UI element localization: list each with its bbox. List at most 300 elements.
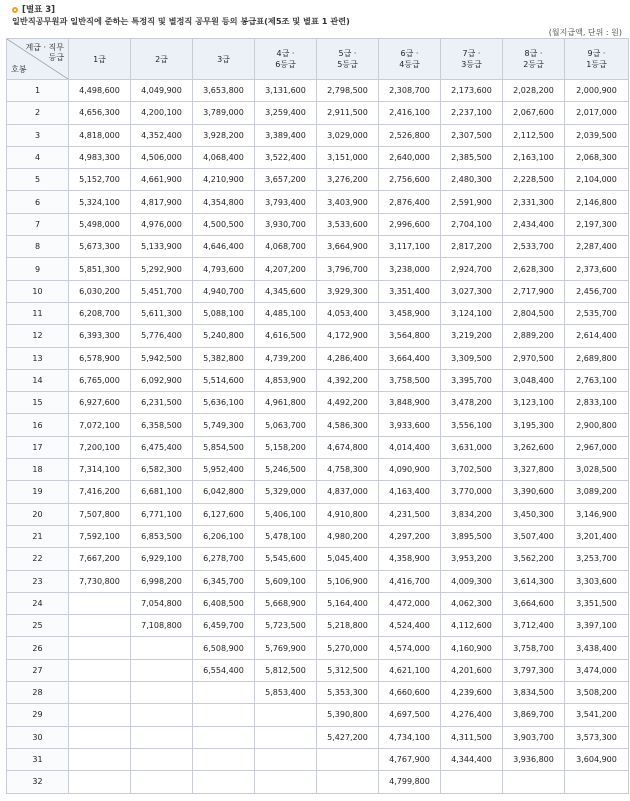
salary-cell: 3,048,400 — [503, 369, 565, 391]
salary-cell: 2,924,700 — [441, 258, 503, 280]
salary-cell: 4,976,000 — [131, 213, 193, 235]
salary-cell: 4,231,500 — [379, 503, 441, 525]
salary-cell — [131, 659, 193, 681]
salary-cell: 3,614,300 — [503, 570, 565, 592]
salary-cell: 3,397,100 — [565, 615, 629, 637]
salary-cell: 6,927,600 — [69, 392, 131, 414]
salary-cell: 4,112,600 — [441, 615, 503, 637]
salary-cell: 5,851,300 — [69, 258, 131, 280]
salary-cell: 4,646,400 — [193, 236, 255, 258]
salary-cell: 3,664,900 — [317, 236, 379, 258]
salary-cell: 6,206,100 — [193, 525, 255, 547]
salary-cell: 2,640,000 — [379, 146, 441, 168]
salary-cell: 2,237,100 — [441, 102, 503, 124]
header-row — [7, 39, 629, 80]
salary-cell: 4,297,200 — [379, 525, 441, 547]
salary-cell: 4,416,700 — [379, 570, 441, 592]
salary-cell: 2,480,300 — [441, 169, 503, 191]
salary-cell — [131, 748, 193, 770]
salary-cell: 2,876,400 — [379, 191, 441, 213]
step-cell: 28 — [7, 682, 69, 704]
salary-cell: 3,834,200 — [441, 503, 503, 525]
salary-cell: 5,164,400 — [317, 592, 379, 614]
salary-cell: 3,131,600 — [255, 80, 317, 102]
salary-cell: 4,068,400 — [193, 146, 255, 168]
salary-cell: 7,592,100 — [69, 525, 131, 547]
salary-cell: 3,929,300 — [317, 280, 379, 302]
table-row — [7, 481, 629, 503]
salary-cell — [69, 592, 131, 614]
bullet-circle-icon — [12, 7, 18, 13]
step-cell: 13 — [7, 347, 69, 369]
salary-cell: 4,524,400 — [379, 615, 441, 637]
salary-cell — [317, 771, 379, 793]
step-cell: 4 — [7, 146, 69, 168]
table-row — [7, 213, 629, 235]
salary-cell: 2,308,700 — [379, 80, 441, 102]
table-row — [7, 682, 629, 704]
table-row — [7, 637, 629, 659]
salary-cell: 2,717,900 — [503, 280, 565, 302]
salary-cell: 2,104,000 — [565, 169, 629, 191]
salary-cell: 3,604,900 — [565, 748, 629, 770]
table-row — [7, 436, 629, 458]
salary-cell: 4,674,800 — [317, 436, 379, 458]
salary-cell: 5,942,500 — [131, 347, 193, 369]
salary-cell: 5,353,300 — [317, 682, 379, 704]
salary-cell: 5,673,300 — [69, 236, 131, 258]
salary-cell: 4,961,800 — [255, 392, 317, 414]
salary-cell: 3,027,300 — [441, 280, 503, 302]
step-cell: 25 — [7, 615, 69, 637]
salary-cell — [441, 771, 503, 793]
table-row — [7, 258, 629, 280]
salary-cell: 4,697,500 — [379, 704, 441, 726]
salary-cell: 3,562,200 — [503, 548, 565, 570]
step-cell: 16 — [7, 414, 69, 436]
salary-cell: 2,197,300 — [565, 213, 629, 235]
salary-cell: 3,564,800 — [379, 325, 441, 347]
salary-cell: 4,311,500 — [441, 726, 503, 748]
table-row — [7, 369, 629, 391]
column-header: 9급 · 1등급 — [565, 39, 629, 80]
salary-cell: 5,812,500 — [255, 659, 317, 681]
step-cell: 27 — [7, 659, 69, 681]
salary-cell: 3,438,400 — [565, 637, 629, 659]
step-cell: 17 — [7, 436, 69, 458]
table-row — [7, 325, 629, 347]
salary-cell — [193, 726, 255, 748]
salary-cell — [317, 748, 379, 770]
salary-cell: 5,427,200 — [317, 726, 379, 748]
salary-cell: 3,869,700 — [503, 704, 565, 726]
salary-cell: 2,763,100 — [565, 369, 629, 391]
salary-cell: 2,526,800 — [379, 124, 441, 146]
salary-cell: 4,767,900 — [379, 748, 441, 770]
salary-cell: 3,928,200 — [193, 124, 255, 146]
salary-cell: 6,508,900 — [193, 637, 255, 659]
salary-cell: 5,776,400 — [131, 325, 193, 347]
salary-cell: 4,160,900 — [441, 637, 503, 659]
salary-cell: 3,389,400 — [255, 124, 317, 146]
salary-cell: 2,798,500 — [317, 80, 379, 102]
salary-cell: 6,408,500 — [193, 592, 255, 614]
salary-cell: 6,475,400 — [131, 436, 193, 458]
salary-cell: 7,314,100 — [69, 459, 131, 481]
step-cell: 12 — [7, 325, 69, 347]
salary-cell: 2,970,500 — [503, 347, 565, 369]
salary-cell: 7,054,800 — [131, 592, 193, 614]
salary-cell: 3,770,000 — [441, 481, 503, 503]
salary-cell — [193, 682, 255, 704]
salary-cell: 6,929,100 — [131, 548, 193, 570]
salary-cell: 4,068,700 — [255, 236, 317, 258]
document-title: 일반직공무원과 일반직에 준하는 특정직 및 별정직 공무원 등의 봉급표(제5조 및 별표 1 관련) — [12, 16, 350, 26]
table-row — [7, 414, 629, 436]
step-cell: 10 — [7, 280, 69, 302]
salary-cell — [131, 704, 193, 726]
salary-cell: 3,146,900 — [565, 503, 629, 525]
salary-cell: 5,088,100 — [193, 302, 255, 324]
salary-cell: 2,817,200 — [441, 236, 503, 258]
unit-note: (월지급액, 단위 : 원) — [548, 28, 622, 37]
step-cell: 24 — [7, 592, 69, 614]
salary-cell — [193, 748, 255, 770]
step-cell: 3 — [7, 124, 69, 146]
salary-cell: 3,712,400 — [503, 615, 565, 637]
salary-cell: 5,045,400 — [317, 548, 379, 570]
table-row — [7, 570, 629, 592]
salary-cell: 7,072,100 — [69, 414, 131, 436]
salary-cell: 6,030,200 — [69, 280, 131, 302]
salary-cell: 4,660,600 — [379, 682, 441, 704]
salary-cell: 3,458,900 — [379, 302, 441, 324]
salary-cell: 4,506,000 — [131, 146, 193, 168]
salary-cell: 4,239,600 — [441, 682, 503, 704]
salary-cell: 5,312,500 — [317, 659, 379, 681]
salary-cell: 2,535,700 — [565, 302, 629, 324]
step-cell: 5 — [7, 169, 69, 191]
salary-cell: 2,689,800 — [565, 347, 629, 369]
salary-cell: 7,416,200 — [69, 481, 131, 503]
salary-cell: 3,903,700 — [503, 726, 565, 748]
salary-cell: 3,522,400 — [255, 146, 317, 168]
salary-cell: 6,042,800 — [193, 481, 255, 503]
salary-cell: 4,345,600 — [255, 280, 317, 302]
salary-cell: 7,730,800 — [69, 570, 131, 592]
salary-cell: 6,127,600 — [193, 503, 255, 525]
salary-cell: 4,009,300 — [441, 570, 503, 592]
salary-cell — [69, 771, 131, 793]
column-header: 2급 — [131, 39, 193, 80]
salary-cell: 3,789,000 — [193, 102, 255, 124]
salary-cell: 4,358,900 — [379, 548, 441, 570]
salary-cell: 2,591,900 — [441, 191, 503, 213]
salary-cell: 3,653,800 — [193, 80, 255, 102]
salary-cell: 4,758,300 — [317, 459, 379, 481]
salary-cell: 2,039,500 — [565, 124, 629, 146]
salary-cell: 4,983,300 — [69, 146, 131, 168]
salary-cell: 4,621,100 — [379, 659, 441, 681]
salary-cell: 5,158,200 — [255, 436, 317, 458]
table-row — [7, 592, 629, 614]
salary-cell: 5,514,600 — [193, 369, 255, 391]
salary-cell: 3,201,400 — [565, 525, 629, 547]
salary-cell: 3,930,700 — [255, 213, 317, 235]
step-cell: 22 — [7, 548, 69, 570]
salary-cell — [69, 748, 131, 770]
salary-cell: 3,124,100 — [441, 302, 503, 324]
step-cell: 19 — [7, 481, 69, 503]
step-cell: 8 — [7, 236, 69, 258]
salary-cell: 6,853,500 — [131, 525, 193, 547]
salary-cell: 4,485,100 — [255, 302, 317, 324]
salary-cell: 3,793,400 — [255, 191, 317, 213]
salary-cell: 3,796,700 — [317, 258, 379, 280]
salary-cell: 3,508,200 — [565, 682, 629, 704]
salary-cell: 6,393,300 — [69, 325, 131, 347]
salary-cell: 4,172,900 — [317, 325, 379, 347]
salary-cell: 6,554,400 — [193, 659, 255, 681]
salary-cell: 3,219,200 — [441, 325, 503, 347]
salary-cell — [69, 615, 131, 637]
salary-cell: 2,173,600 — [441, 80, 503, 102]
column-header: 7급 · 3등급 — [441, 39, 503, 80]
salary-cell: 4,500,500 — [193, 213, 255, 235]
salary-cell: 5,324,100 — [69, 191, 131, 213]
salary-cell: 3,195,300 — [503, 414, 565, 436]
table-row — [7, 392, 629, 414]
salary-cell: 3,556,100 — [441, 414, 503, 436]
document-header — [0, 0, 630, 40]
salary-cell: 4,053,400 — [317, 302, 379, 324]
salary-cell: 2,911,500 — [317, 102, 379, 124]
salary-cell: 4,492,200 — [317, 392, 379, 414]
salary-cell: 2,307,500 — [441, 124, 503, 146]
salary-cell: 3,573,300 — [565, 726, 629, 748]
salary-cell: 4,344,400 — [441, 748, 503, 770]
salary-cell: 5,390,800 — [317, 704, 379, 726]
salary-cell — [69, 659, 131, 681]
salary-cell: 2,067,600 — [503, 102, 565, 124]
salary-cell: 2,112,500 — [503, 124, 565, 146]
salary-cell: 2,017,000 — [565, 102, 629, 124]
table-row — [7, 102, 629, 124]
table-row — [7, 548, 629, 570]
annex-label — [12, 3, 55, 15]
salary-cell: 2,967,000 — [565, 436, 629, 458]
salary-cell — [69, 704, 131, 726]
salary-cell — [193, 704, 255, 726]
salary-cell — [131, 726, 193, 748]
table-row — [7, 748, 629, 770]
column-header: 1급 — [69, 39, 131, 80]
salary-cell: 5,952,400 — [193, 459, 255, 481]
step-cell: 6 — [7, 191, 69, 213]
salary-cell: 6,578,900 — [69, 347, 131, 369]
salary-cell: 3,758,500 — [379, 369, 441, 391]
salary-cell: 3,702,500 — [441, 459, 503, 481]
salary-cell — [69, 682, 131, 704]
salary-cell: 5,498,000 — [69, 213, 131, 235]
salary-cell: 4,062,300 — [441, 592, 503, 614]
salary-cell — [255, 771, 317, 793]
salary-cell: 7,507,800 — [69, 503, 131, 525]
salary-cell: 4,163,400 — [379, 481, 441, 503]
salary-cell: 4,817,900 — [131, 191, 193, 213]
salary-cell: 3,028,500 — [565, 459, 629, 481]
salary-cell: 5,723,500 — [255, 615, 317, 637]
table-row — [7, 704, 629, 726]
salary-cell: 3,403,900 — [317, 191, 379, 213]
salary-cell — [255, 748, 317, 770]
salary-cell: 2,146,800 — [565, 191, 629, 213]
salary-cell: 3,953,200 — [441, 548, 503, 570]
salary-cell: 4,090,900 — [379, 459, 441, 481]
step-cell: 21 — [7, 525, 69, 547]
salary-cell: 2,373,600 — [565, 258, 629, 280]
salary-cell: 5,406,100 — [255, 503, 317, 525]
table-row — [7, 280, 629, 302]
salary-cell: 3,117,100 — [379, 236, 441, 258]
salary-cell: 4,656,300 — [69, 102, 131, 124]
salary-cell: 3,474,000 — [565, 659, 629, 681]
step-cell: 7 — [7, 213, 69, 235]
salary-cell: 5,270,000 — [317, 637, 379, 659]
table-row — [7, 124, 629, 146]
salary-cell: 5,769,900 — [255, 637, 317, 659]
salary-cell: 5,133,900 — [131, 236, 193, 258]
salary-cell: 5,106,900 — [317, 570, 379, 592]
salary-cell: 2,614,400 — [565, 325, 629, 347]
salary-cell: 2,889,200 — [503, 325, 565, 347]
salary-cell: 2,456,700 — [565, 280, 629, 302]
salary-cell: 3,541,200 — [565, 704, 629, 726]
salary-cell: 3,664,600 — [503, 592, 565, 614]
salary-cell: 4,276,400 — [441, 704, 503, 726]
salary-cell — [193, 771, 255, 793]
salary-cell: 3,089,200 — [565, 481, 629, 503]
salary-cell: 3,351,500 — [565, 592, 629, 614]
salary-cell: 4,286,400 — [317, 347, 379, 369]
salary-cell: 2,331,300 — [503, 191, 565, 213]
table-row — [7, 191, 629, 213]
salary-cell: 5,246,500 — [255, 459, 317, 481]
salary-cell: 7,200,100 — [69, 436, 131, 458]
salary-cell: 5,609,100 — [255, 570, 317, 592]
salary-cell: 4,739,200 — [255, 347, 317, 369]
salary-cell: 3,450,300 — [503, 503, 565, 525]
salary-cell: 3,303,600 — [565, 570, 629, 592]
table-row — [7, 525, 629, 547]
salary-cell: 2,228,500 — [503, 169, 565, 191]
salary-cell: 4,818,000 — [69, 124, 131, 146]
salary-cell: 2,804,500 — [503, 302, 565, 324]
salary-cell: 3,936,800 — [503, 748, 565, 770]
salary-cell: 6,459,700 — [193, 615, 255, 637]
salary-cell: 7,108,800 — [131, 615, 193, 637]
table-row — [7, 615, 629, 637]
salary-cell: 2,833,100 — [565, 392, 629, 414]
table-row — [7, 503, 629, 525]
salary-cell: 2,385,500 — [441, 146, 503, 168]
table-row — [7, 771, 629, 793]
salary-cell: 6,358,500 — [131, 414, 193, 436]
salary-cell: 5,545,600 — [255, 548, 317, 570]
salary-cell: 5,063,700 — [255, 414, 317, 436]
salary-cell: 4,014,400 — [379, 436, 441, 458]
salary-cell: 2,416,100 — [379, 102, 441, 124]
salary-cell: 5,854,500 — [193, 436, 255, 458]
salary-cell: 4,200,100 — [131, 102, 193, 124]
salary-cell: 3,262,600 — [503, 436, 565, 458]
salary-cell: 4,354,800 — [193, 191, 255, 213]
annex-text: [별표 3] — [22, 5, 56, 15]
salary-cell: 6,998,200 — [131, 570, 193, 592]
salary-cell: 4,910,800 — [317, 503, 379, 525]
step-cell: 1 — [7, 80, 69, 102]
salary-cell: 6,345,700 — [193, 570, 255, 592]
salary-cell: 3,151,000 — [317, 146, 379, 168]
salary-cell: 3,664,400 — [379, 347, 441, 369]
salary-cell: 4,661,900 — [131, 169, 193, 191]
salary-cell: 5,152,700 — [69, 169, 131, 191]
column-header: 3급 — [193, 39, 255, 80]
column-header: 5급 · 5등급 — [317, 39, 379, 80]
salary-cell: 4,207,200 — [255, 258, 317, 280]
salary-cell: 3,848,900 — [379, 392, 441, 414]
salary-cell: 3,327,800 — [503, 459, 565, 481]
table-row — [7, 80, 629, 102]
salary-cell: 3,029,000 — [317, 124, 379, 146]
salary-cell: 4,472,000 — [379, 592, 441, 614]
salary-cell: 2,287,400 — [565, 236, 629, 258]
salary-cell: 3,390,600 — [503, 481, 565, 503]
salary-cell: 5,853,400 — [255, 682, 317, 704]
salary-cell: 7,667,200 — [69, 548, 131, 570]
salary-cell: 3,631,000 — [441, 436, 503, 458]
corner-header — [7, 39, 69, 80]
salary-cell: 6,765,000 — [69, 369, 131, 391]
salary-cell: 5,636,100 — [193, 392, 255, 414]
corner-class-label: 등급 — [48, 53, 64, 62]
salary-cell: 4,498,600 — [69, 80, 131, 102]
salary-cell: 3,797,300 — [503, 659, 565, 681]
step-cell: 30 — [7, 726, 69, 748]
column-header: 8급 · 2등급 — [503, 39, 565, 80]
salary-cell: 4,574,000 — [379, 637, 441, 659]
salary-cell: 2,068,300 — [565, 146, 629, 168]
salary-cell: 2,900,800 — [565, 414, 629, 436]
salary-cell: 4,837,000 — [317, 481, 379, 503]
salary-cell: 4,616,500 — [255, 325, 317, 347]
salary-cell: 4,586,300 — [317, 414, 379, 436]
step-cell: 14 — [7, 369, 69, 391]
step-cell: 32 — [7, 771, 69, 793]
salary-cell: 2,628,300 — [503, 258, 565, 280]
salary-cell: 3,309,500 — [441, 347, 503, 369]
step-cell: 18 — [7, 459, 69, 481]
salary-cell: 3,834,500 — [503, 682, 565, 704]
salary-cell — [255, 704, 317, 726]
salary-cell — [69, 637, 131, 659]
salary-cell: 3,657,200 — [255, 169, 317, 191]
salary-cell: 5,668,900 — [255, 592, 317, 614]
salary-cell: 2,000,900 — [565, 80, 629, 102]
table-row — [7, 726, 629, 748]
salary-cell: 5,749,300 — [193, 414, 255, 436]
salary-cell — [69, 726, 131, 748]
